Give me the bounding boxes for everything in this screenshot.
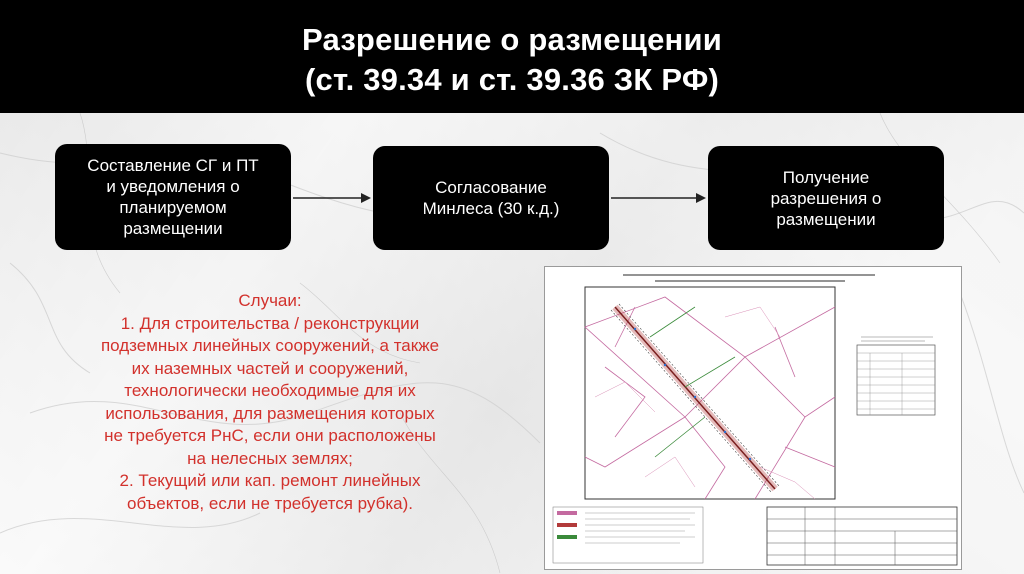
cases-text: [48, 290, 492, 515]
page-title: Разрешение о размещении: [302, 22, 722, 57]
step-1-label: Составление СГ и ПТ и уведомления о планируемом размещении: [87, 156, 259, 238]
route-plan-image: [545, 267, 961, 569]
step-1-box: [55, 144, 291, 250]
title-banner: [0, 0, 1024, 113]
cases-line: на нелесных землях;: [187, 448, 353, 468]
page-subtitle: (ст. 39.34 и ст. 39.36 ЗК РФ): [304, 62, 720, 97]
cases-line: не требуется РнС, если они расположены: [104, 426, 436, 445]
step-2-box: [373, 146, 609, 250]
arrow-right-icon: [291, 188, 373, 208]
cases-line: Случаи:: [238, 291, 302, 310]
step-2-label: Согласование Минлеса (30 к.д.): [422, 178, 560, 218]
arrow-right-icon: [609, 188, 708, 208]
step-3-box: [708, 146, 944, 250]
cases-line: технологически необходимые для их: [124, 381, 416, 400]
cases-line: 1. Для строительства / реконструкции: [120, 313, 420, 333]
route-plan-drawing: [544, 266, 962, 570]
cases-line: подземных линейных сооружений, а также: [100, 336, 440, 355]
cases-line: использования, для размещения которых: [105, 403, 435, 423]
step-3-label: Получение разрешения о размещении: [770, 167, 882, 229]
cases-line: 2. Текущий или кап. ремонт линейных: [119, 471, 421, 490]
cases-line: их наземных частей и сооружений,: [131, 358, 409, 378]
cases-line: объектов, если не требуется рубка).: [127, 493, 413, 513]
